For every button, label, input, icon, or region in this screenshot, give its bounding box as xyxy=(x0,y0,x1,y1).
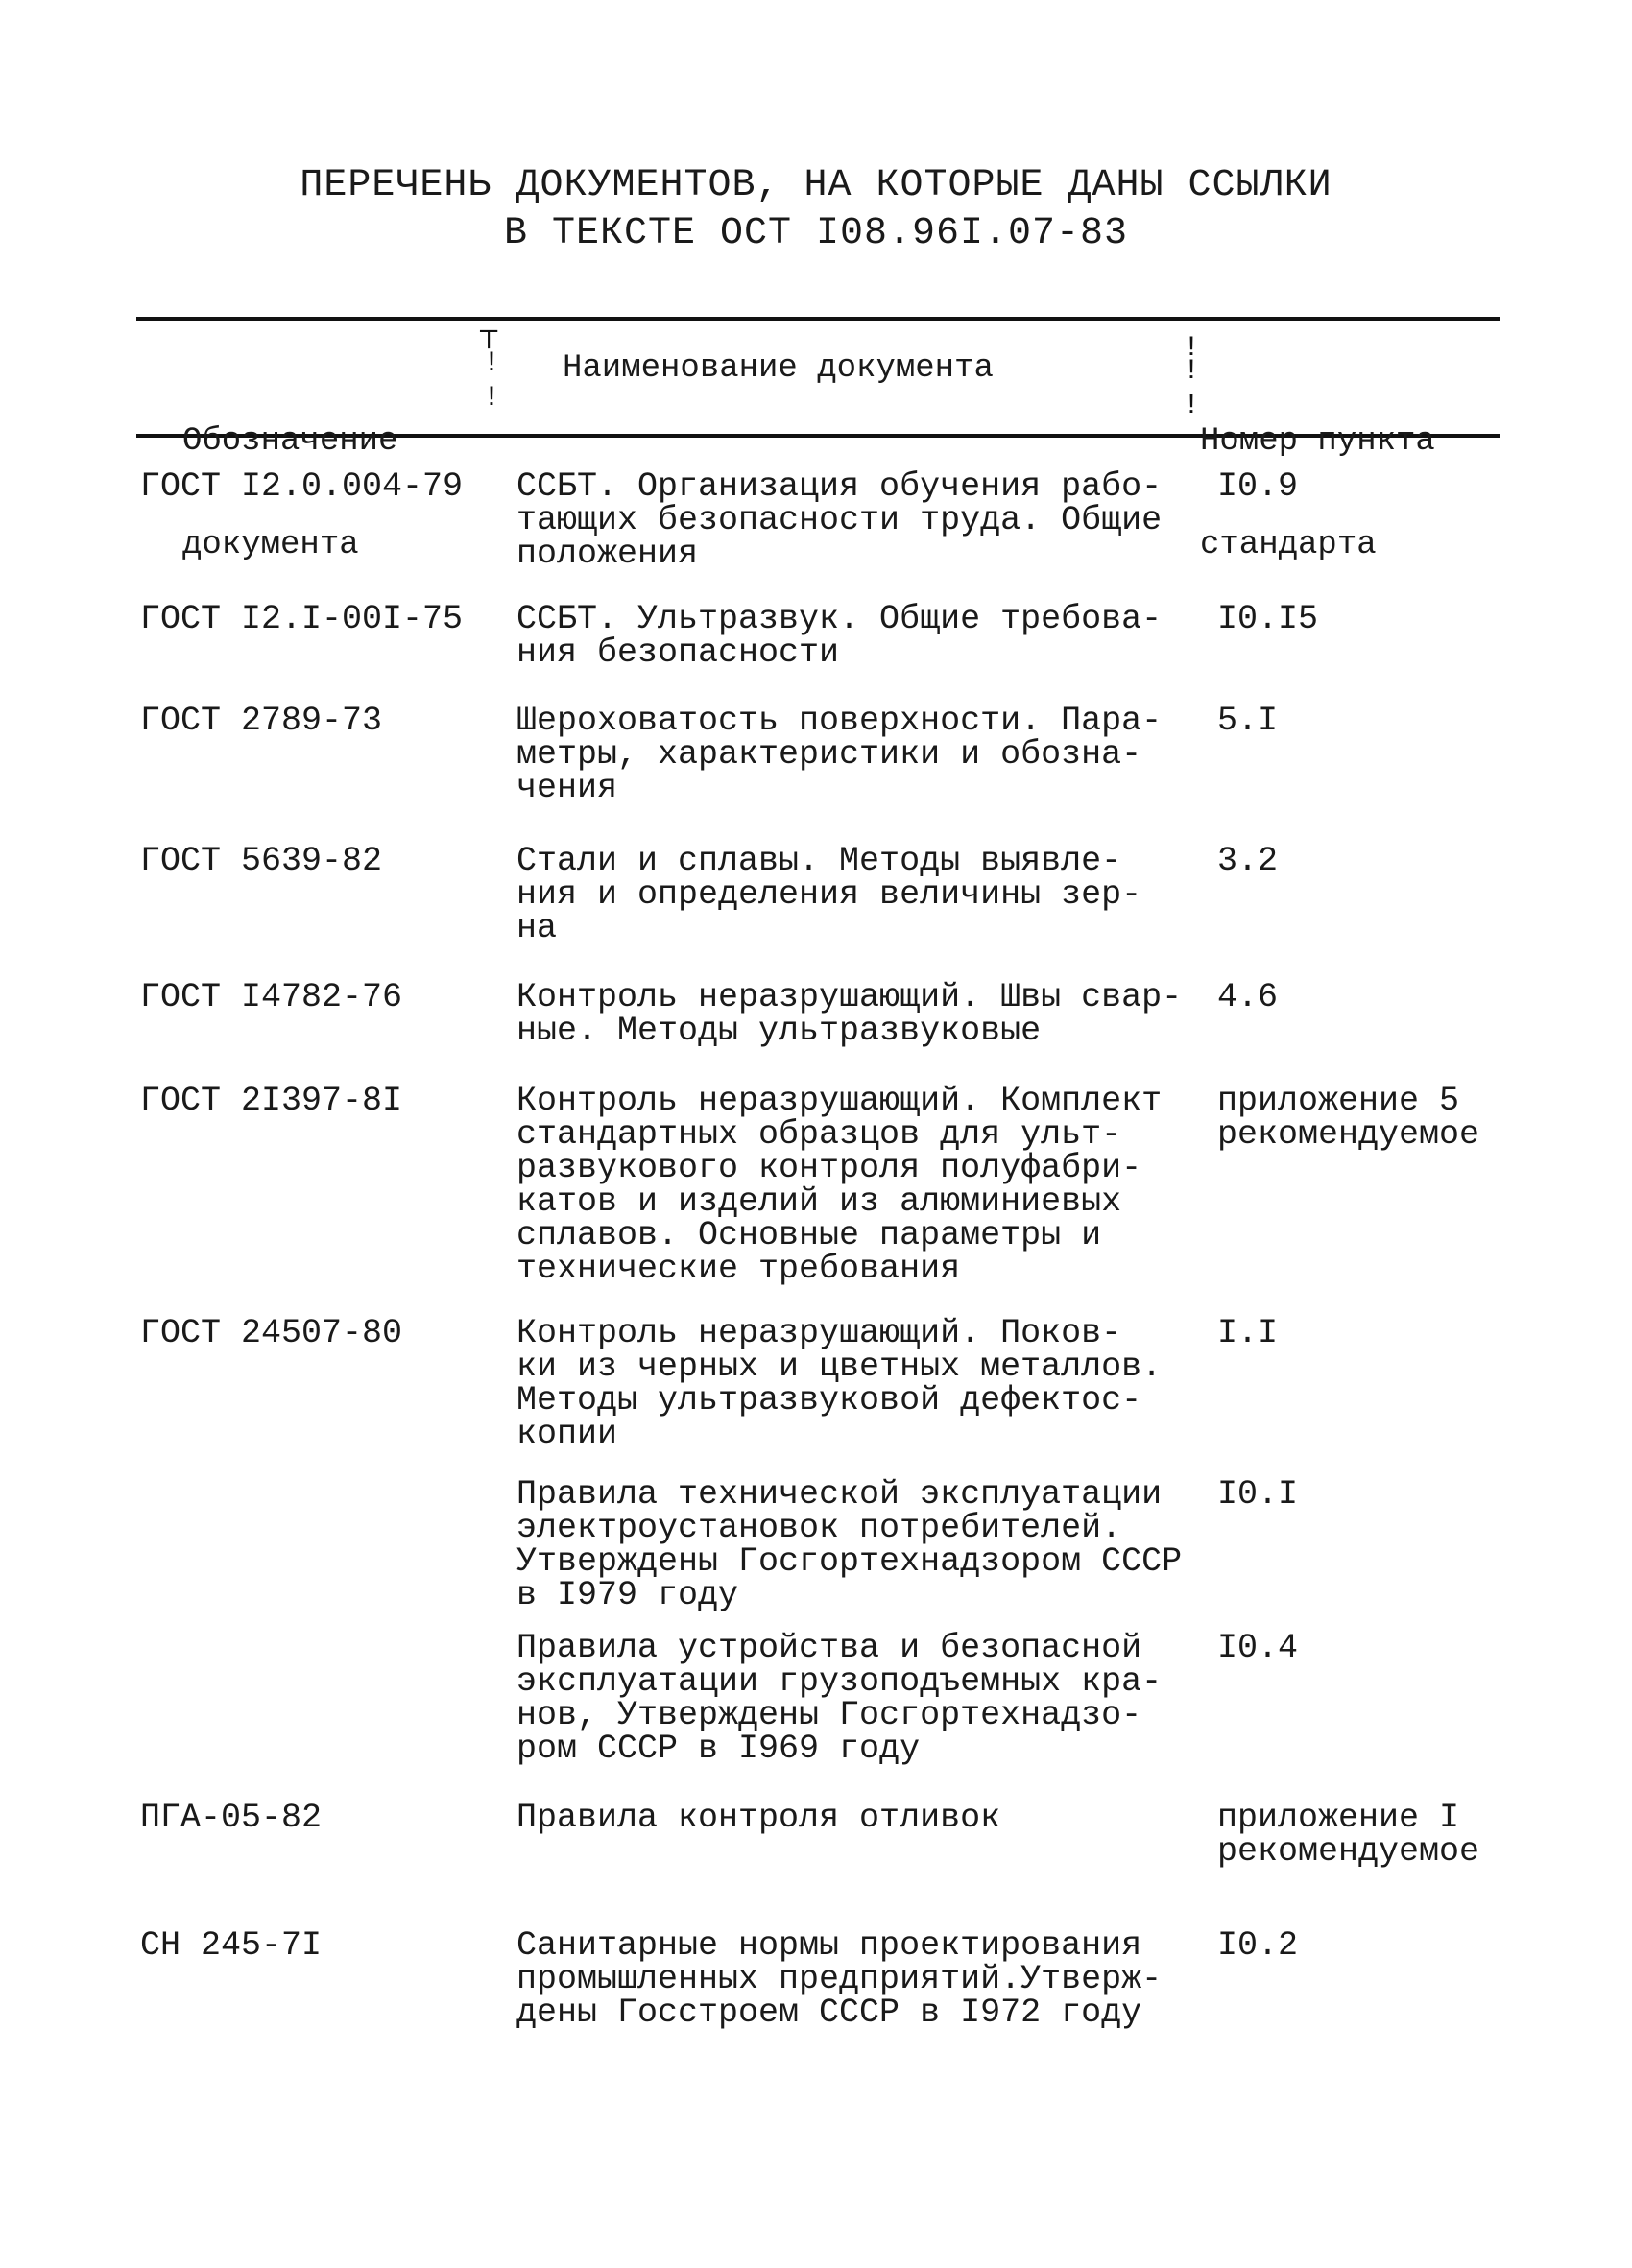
row-designation: ГОСТ 2I397-8I xyxy=(140,1082,403,1120)
row-document-name-line: Контроль неразрушающий. Комплект xyxy=(516,1082,1163,1120)
row-clause-number-line: I.I xyxy=(1217,1314,1279,1352)
row-document-name xyxy=(516,1926,1163,2032)
row-clause-number-line: I0.9 xyxy=(1217,467,1299,506)
row-clause-number-line: рекомендуемое xyxy=(1217,1832,1480,1871)
row-document-name-line: ные. Методы ультразвуковые xyxy=(516,1012,1042,1050)
row-clause-number-line: 5.I xyxy=(1217,702,1279,740)
header-designation: Обозначение документа xyxy=(182,423,398,563)
row-designation: ГОСТ I2.I-00I-75 xyxy=(140,600,464,638)
row-document-name-line: метры, характеристики и обозна- xyxy=(516,735,1142,774)
row-document-name-line: Контроль неразрушающий. Швы свар- xyxy=(516,978,1183,1016)
row-document-name-line: в I979 году xyxy=(516,1576,739,1614)
row-document-name-line: Контроль неразрушающий. Поков- xyxy=(516,1314,1122,1352)
row-document-name-line: Методы ультразвуковой дефектос- xyxy=(516,1381,1142,1420)
row-document-name xyxy=(516,1314,1163,1453)
row-document-name-line: чения xyxy=(516,769,618,807)
row-clause-number xyxy=(1217,1926,1299,1965)
row-document-name-line: сплавов. Основные параметры и xyxy=(516,1216,1102,1254)
row-document-name-line: Правила устройства и безопасной xyxy=(516,1629,1142,1667)
row-clause-number xyxy=(1217,1799,1480,1871)
row-document-name xyxy=(516,842,1142,947)
row-document-name-line: ния безопасности xyxy=(516,633,840,672)
row-document-name-line: Правила контроля отливок xyxy=(516,1799,1001,1837)
row-clause-number xyxy=(1217,978,1279,1016)
row-clause-number-line: приложение I xyxy=(1217,1799,1460,1837)
row-document-name-line: на xyxy=(516,909,558,947)
header-document-name: Наименование документа xyxy=(563,350,994,387)
row-document-name-line: Шероховатость поверхности. Пара- xyxy=(516,702,1163,740)
row-document-name-line: развукового контроля полуфабри- xyxy=(516,1149,1142,1187)
header-separator-1: ! xyxy=(483,347,501,380)
row-document-name xyxy=(516,1475,1183,1614)
row-clause-number xyxy=(1217,1629,1299,1667)
header-clause-number: Номер пункта стандарта xyxy=(1200,423,1435,563)
row-clause-number xyxy=(1217,1314,1279,1352)
header-separator-1: ! xyxy=(483,382,501,415)
row-document-name-line: дены Госстроем СССР в I972 году xyxy=(516,1993,1142,2032)
row-document-name-line: стандартных образцов для ульт- xyxy=(516,1115,1122,1154)
header-separator-1: ┬ xyxy=(480,317,498,349)
row-document-name-line: технические требования xyxy=(516,1250,961,1288)
row-designation: ГОСТ I4782-76 xyxy=(140,978,403,1016)
row-document-name-line: Стали и сплавы. Методы выявле- xyxy=(516,842,1122,880)
row-document-name-line: эксплуатации грузоподъемных кра- xyxy=(516,1662,1163,1701)
row-document-name-line: ром СССР в I969 году xyxy=(516,1730,921,1768)
row-clause-number-line: I0.2 xyxy=(1217,1926,1299,1965)
row-document-name xyxy=(516,1799,1001,1837)
header-separator-2: ! xyxy=(1183,390,1201,422)
row-clause-number-line: 3.2 xyxy=(1217,842,1279,880)
row-clause-number xyxy=(1217,704,1278,738)
row-document-name-line: тающих безопасности труда. Общие xyxy=(516,501,1163,539)
row-designation: ГОСТ I2.0.004-79 xyxy=(140,467,464,506)
row-document-name-line: электроустановок потребителей. xyxy=(516,1509,1122,1547)
row-document-name xyxy=(516,1082,1163,1288)
document-title-line-1: ПЕРЕЧЕНЬ ДОКУМЕНТОВ, НА КОТОРЫЕ ДАНЫ ССЫЛКИ xyxy=(300,164,1332,207)
row-document-name xyxy=(516,1629,1163,1768)
row-document-name xyxy=(516,467,1163,573)
row-document-name xyxy=(516,704,1162,805)
row-document-name-line: нов, Утверждены Госгортехнадзо- xyxy=(516,1696,1142,1734)
row-document-name-line: ССБТ. Организация обучения рабо- xyxy=(516,467,1163,506)
document-title-line-2: В ТЕКСТЕ ОСТ I08.96I.07-83 xyxy=(503,212,1129,255)
row-clause-number-line: I0.I xyxy=(1217,1475,1299,1514)
row-designation: ГОСТ 2789-73 xyxy=(140,702,383,740)
row-designation: ГОСТ 5639-82 xyxy=(140,842,383,880)
row-document-name-line: катов и изделий из алюминиевых xyxy=(516,1182,1122,1221)
row-document-name-line: промышленных предприятий.Утверж- xyxy=(516,1960,1163,1998)
row-document-name-line: ки из черных и цветных металлов. xyxy=(516,1348,1163,1386)
row-designation: ГОСТ 24507-80 xyxy=(140,1314,403,1352)
header-separator-2: ! xyxy=(1183,355,1201,388)
row-clause-number-line: I0.4 xyxy=(1217,1629,1299,1667)
row-document-name-line: ССБТ. Ультразвук. Общие требова- xyxy=(516,600,1163,638)
row-clause-number-line: приложение 5 xyxy=(1217,1082,1460,1120)
row-document-name-line: Правила технической эксплуатации xyxy=(516,1475,1163,1514)
row-document-name xyxy=(516,600,1163,672)
row-document-name-line: ния и определения величины зер- xyxy=(516,875,1142,914)
row-clause-number-line: рекомендуемое xyxy=(1217,1115,1480,1154)
row-document-name-line: копии xyxy=(516,1415,618,1453)
row-clause-number-line: I0.I5 xyxy=(1217,600,1319,638)
row-document-name-line: Утверждены Госгортехнадзором СССР xyxy=(516,1542,1183,1581)
row-clause-number xyxy=(1217,600,1319,638)
row-clause-number xyxy=(1217,467,1299,506)
row-document-name xyxy=(516,978,1183,1050)
row-clause-number xyxy=(1217,1475,1299,1514)
row-document-name-line: Санитарные нормы проектирования xyxy=(516,1926,1142,1965)
table-top-rule xyxy=(136,317,1500,321)
row-designation: ПГА-05-82 xyxy=(140,1799,323,1837)
header-separator-2: ! xyxy=(1183,332,1201,365)
row-clause-number xyxy=(1217,1082,1480,1154)
row-clause-number xyxy=(1217,842,1279,880)
row-document-name-line: положения xyxy=(516,535,699,573)
row-designation: СН 245-7I xyxy=(140,1926,323,1965)
row-clause-number-line: 4.6 xyxy=(1217,978,1279,1016)
